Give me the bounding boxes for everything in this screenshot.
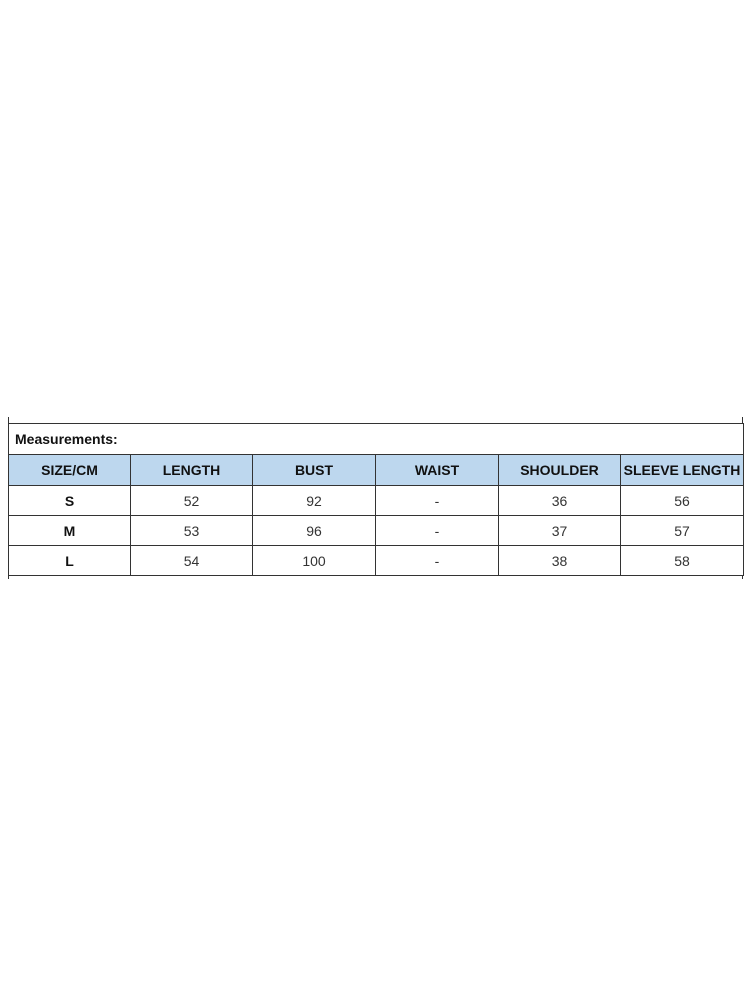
length-cell: 53 (131, 516, 253, 546)
table-row (9, 546, 744, 576)
waist-cell: - (376, 486, 499, 516)
waist-cell: - (376, 516, 499, 546)
size-cell: S (9, 486, 131, 516)
caption-row (9, 424, 744, 455)
column-header-shoulder: SHOULDER (499, 455, 621, 486)
bust-cell: 96 (253, 516, 376, 546)
size-cell: M (9, 516, 131, 546)
column-header-bust: BUST (253, 455, 376, 486)
column-header-waist: WAIST (376, 455, 499, 486)
size-cell: L (9, 546, 131, 576)
left-bottom-tick (8, 575, 9, 579)
bust-cell: 92 (253, 486, 376, 516)
right-bottom-tick (742, 575, 743, 579)
bust-cell: 100 (253, 546, 376, 576)
waist-cell: - (376, 546, 499, 576)
column-header-size: SIZE/CM (9, 455, 131, 486)
shoulder-cell: 37 (499, 516, 621, 546)
table-row (9, 516, 744, 546)
size-chart (8, 417, 743, 579)
sleeve-length-cell: 57 (621, 516, 744, 546)
measurements-caption: Measurements: (9, 424, 744, 455)
sleeve-length-cell: 58 (621, 546, 744, 576)
table-row (9, 486, 744, 516)
shoulder-cell: 36 (499, 486, 621, 516)
header-row (9, 455, 744, 486)
column-header-sleeve-length: SLEEVE LENGTH (621, 455, 744, 486)
measurements-table (8, 423, 744, 576)
column-header-length: LENGTH (131, 455, 253, 486)
length-cell: 54 (131, 546, 253, 576)
sleeve-length-cell: 56 (621, 486, 744, 516)
shoulder-cell: 38 (499, 546, 621, 576)
length-cell: 52 (131, 486, 253, 516)
